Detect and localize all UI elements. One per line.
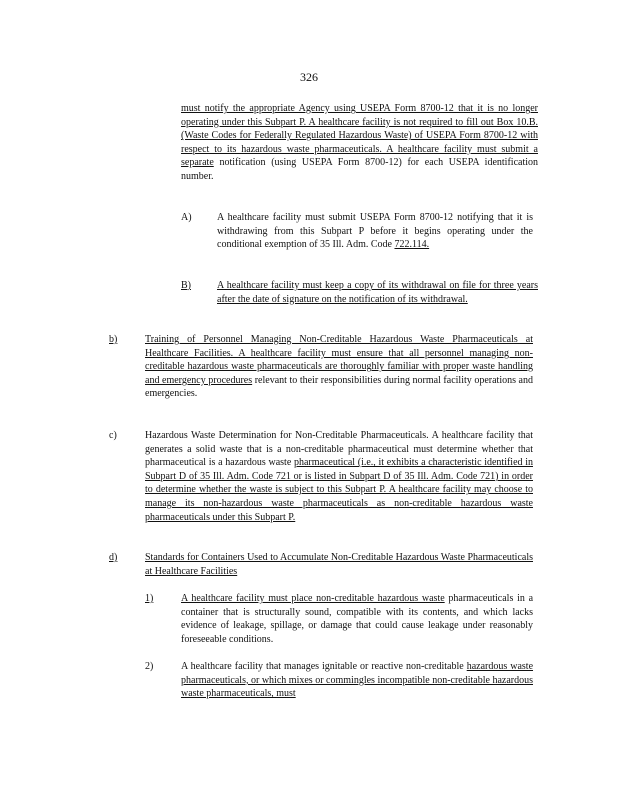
section-d-text <box>145 551 533 578</box>
subitem-d1-text <box>181 592 533 646</box>
page-number: 326 <box>300 70 318 84</box>
subitem-b-text <box>217 279 538 306</box>
subitem-b-label: B) <box>181 280 191 291</box>
section-d-label: d) <box>109 552 118 563</box>
section-c-underlined: pharmaceutical (i.e., it exhibits a characteristic identified in Subpart D of 35 Ill. Adm. Code 721 or is listed in Subpart D of 35 Ill. Adm. Code 721) in order to determine whether the waste is subject to this Subpart P. A healthcare facility may choose to manage its non-hazardous waste pharmaceuticals as non-creditable hazardous waste pharmaceuticals under this Subpart P. <box>145 457 533 523</box>
subitem-d1-underlined: A healthcare facility must place non-creditable hazardous waste <box>181 593 445 604</box>
subitem-a-label: A) <box>181 212 192 223</box>
intro-paragraph <box>181 102 538 184</box>
subitem-d2-text <box>181 660 533 701</box>
section-b-plain: relevant to their responsibilities during normal facility operations and emergencies. <box>145 374 533 400</box>
section-d-underlined: Standards for Containers Used to Accumulate Non-Creditable Hazardous Waste Pharmaceuticals at Healthcare Facilities <box>145 552 533 577</box>
section-b-text <box>145 333 533 401</box>
subitem-a-underlined: 722.114. <box>394 239 430 251</box>
subitem-a-plain: A healthcare facility must submit USEPA Form 8700-12 notifying that it is withdrawing from this Subpart P before it begins operating under the conditional exemption of 35 Ill. Adm. Code <box>217 212 533 251</box>
subitem-d2-underlined: hazardous waste pharmaceuticals, or which mixes or commingles incompatible non-creditable hazardous waste pharmaceuticals, must <box>181 661 534 700</box>
section-c-text <box>145 429 533 524</box>
section-b-underlined: Training of Personnel Managing Non-Creditable Hazardous Waste Pharmaceuticals at Healthcare Facilities. A healthcare facility must ensure that all personnel managing non-creditable hazardous waste pharmaceuticals are thoroughly familiar with proper waste handling and emergency procedures <box>145 334 533 386</box>
subitem-b-underlined: A healthcare facility must keep a copy of its withdrawal on file for three years after the date of signature on the notification of its withdrawal. <box>217 280 538 305</box>
subitem-d1-plain: pharmaceuticals in a container that is structurally sound, compatible with its contents, and which lacks evidence of leakage, spillage, or damage that could cause leakage under reasonably foreseeable conditions. <box>181 593 534 645</box>
subitem-a-text <box>217 211 533 252</box>
subitem-d2-label: 2) <box>145 661 154 672</box>
section-b-label: b) <box>109 334 118 345</box>
subitem-d2-plain: A healthcare facility that manages ignitable or reactive non-creditable <box>181 661 464 672</box>
section-c-label: c) <box>109 430 117 441</box>
subitem-d1-label: 1) <box>145 593 154 604</box>
intro-underlined-text: must notify the appropriate Agency using USEPA Form 8700-12 that it is no longer operating under this Subpart P. A healthcare facility is not required to fill out Box 10.B. (Waste Codes for Federally Regulated Hazardous Waste) of USEPA Form 8700-12 with respect to its hazardous waste pharmaceuticals. A healthcare facility must submit a separate <box>181 103 538 169</box>
intro-plain-text: notification (using USEPA Form 8700-12) for each USEPA identification number. <box>181 157 538 182</box>
section-c-plain: Hazardous Waste Determination for Non-Creditable Pharmaceuticals. A healthcare facility that generates a solid waste that is a non-creditable pharmaceutical must determine whether that pharmaceutical is a hazardous waste <box>145 430 533 469</box>
